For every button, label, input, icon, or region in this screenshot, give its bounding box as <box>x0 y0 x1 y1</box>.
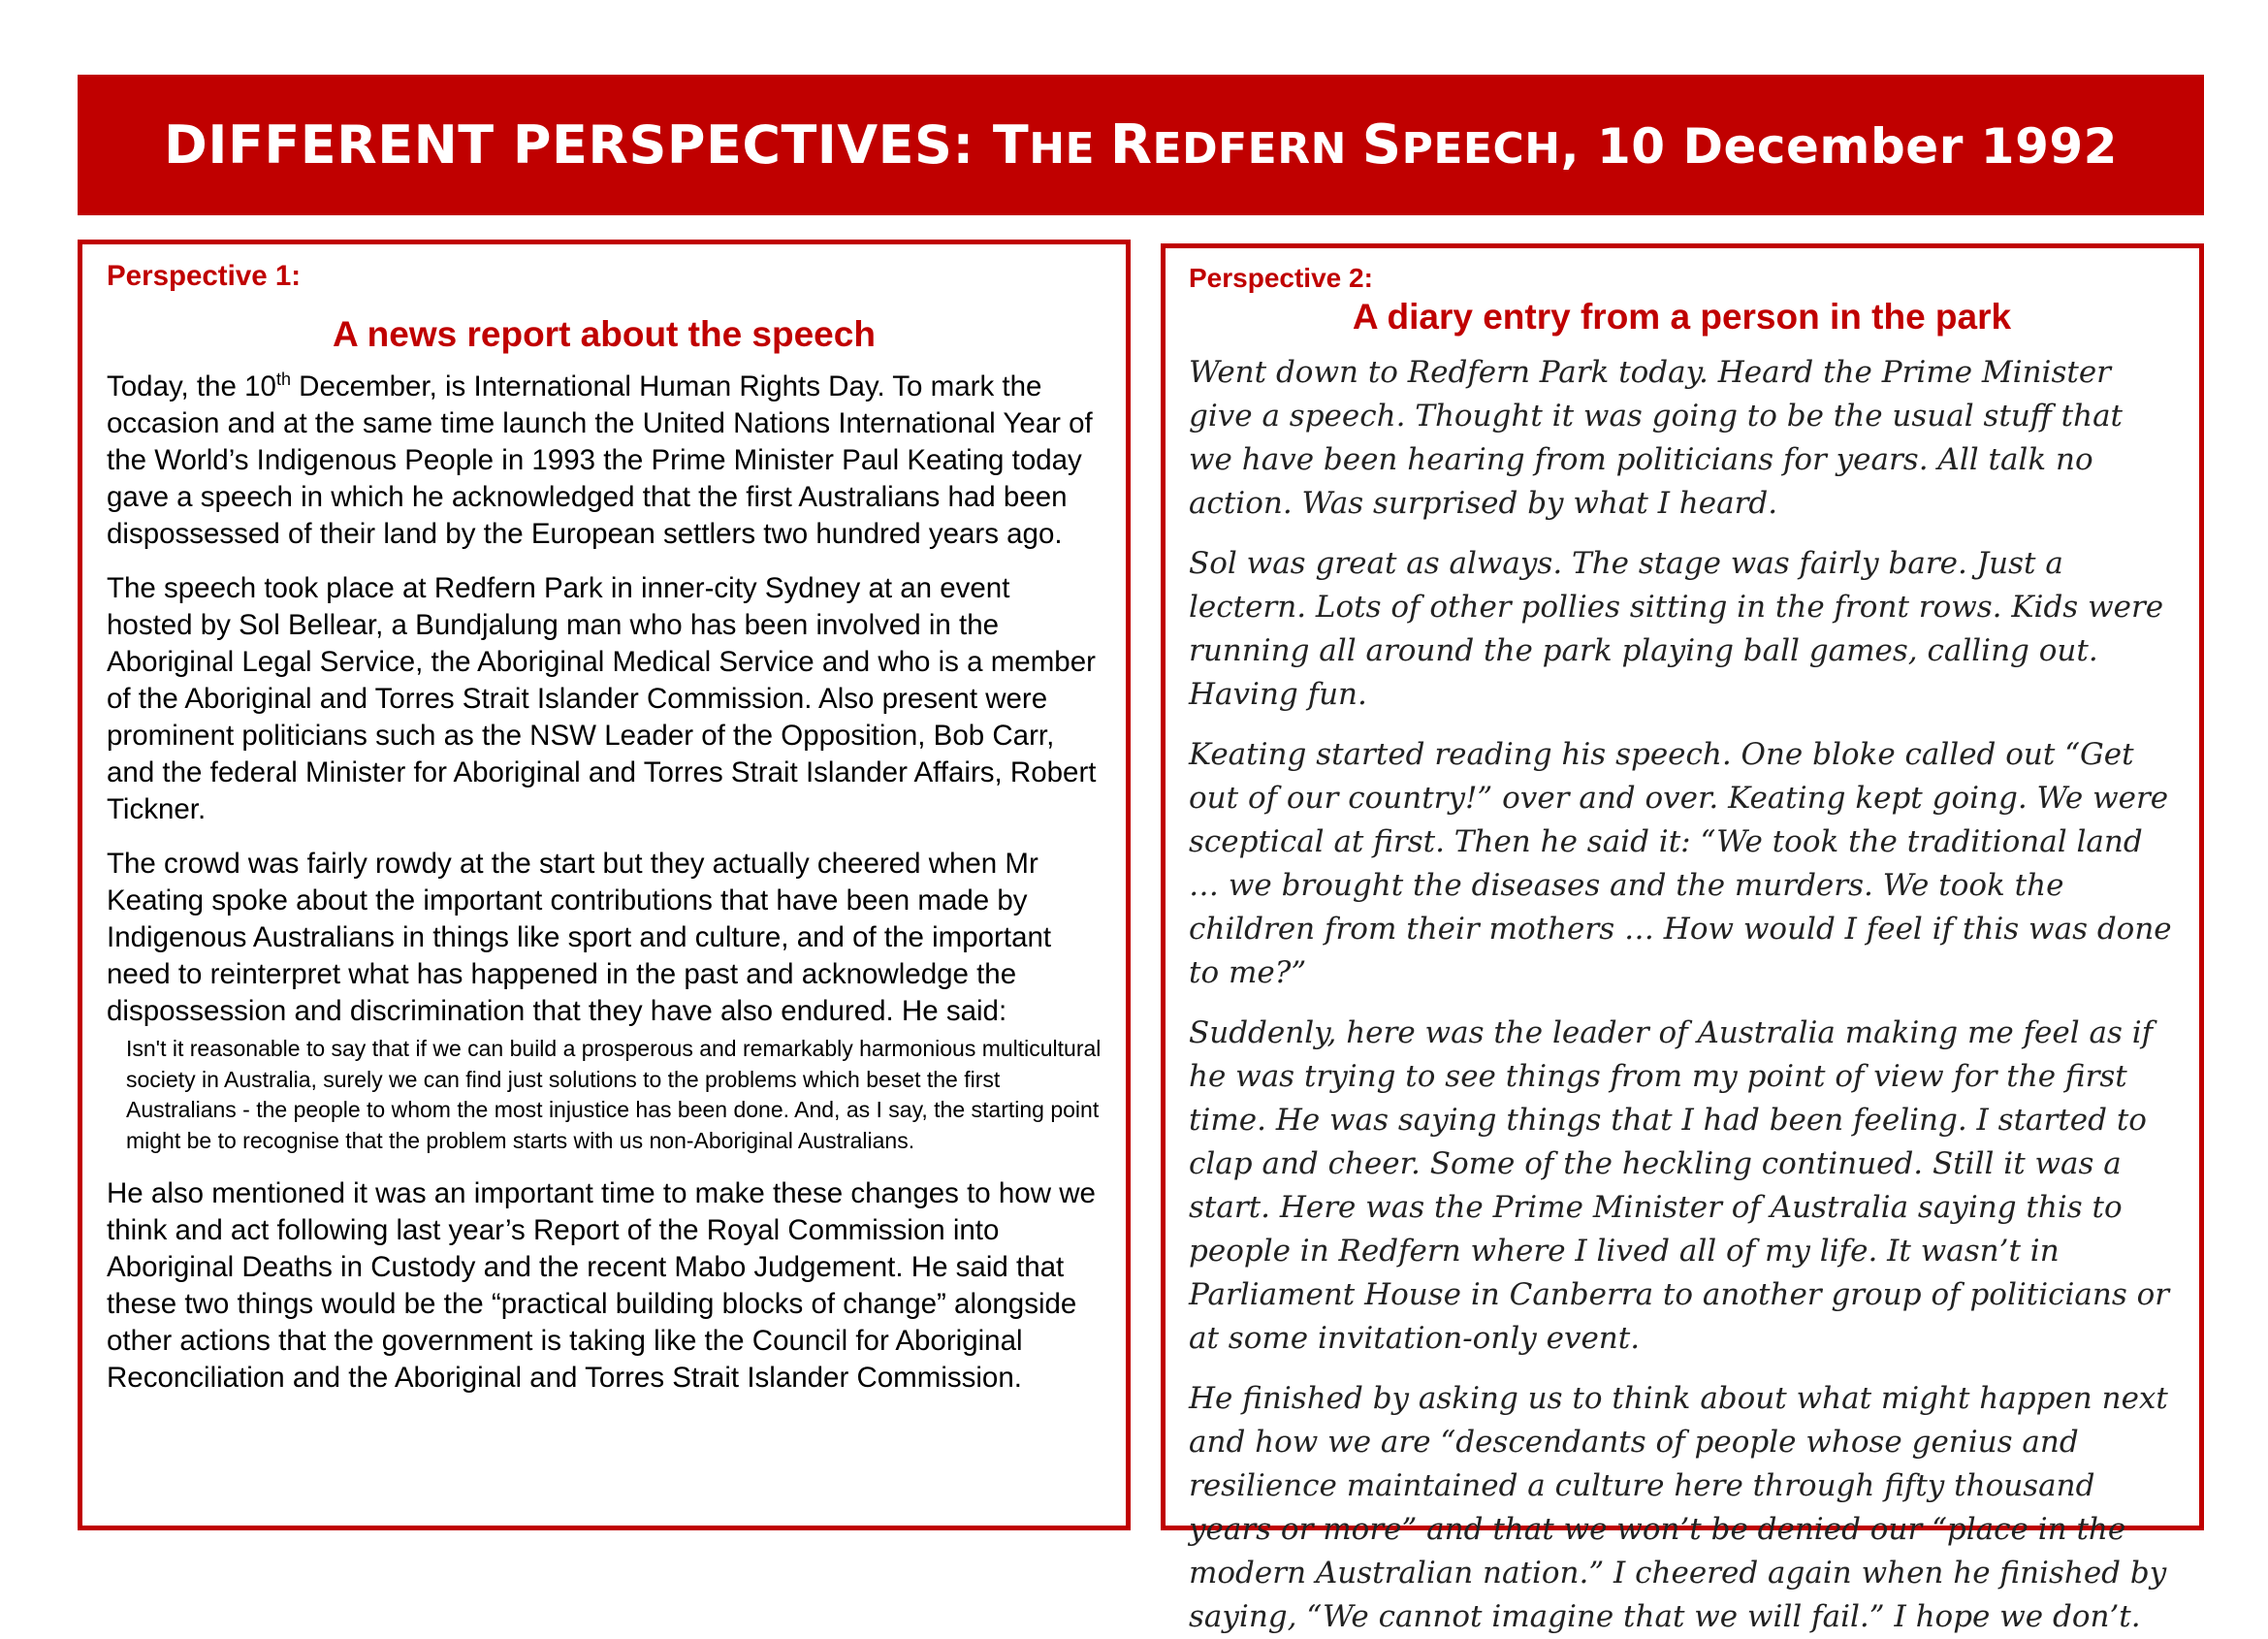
title-banner <box>78 75 2204 215</box>
diary-entry <box>1189 351 2175 1639</box>
perspective-2-panel <box>1161 243 2204 1634</box>
perspective-1-label: Perspective 1: <box>107 260 302 292</box>
perspective-2-label: Perspective 2: <box>1189 263 1373 293</box>
diary-paragraph-5: He finished by asking us to think about what might happen next and how we are “descendants of people whose genius and resilience maintained a culture here through fifty thousand years or more” and that we won’t be denied our “place in the modern Australian nation.” I cheered again when he finished by saying, “We cannot imagine that we will fail.” I hope we don’t. <box>1189 1381 2168 1634</box>
page-title: DIFFERENT PERSPECTIVES: THE REDFERN SPEECH, 10 December 1992 <box>164 113 2118 177</box>
news-paragraph-1: Today, the 10th December, is International Human Rights Day. To mark the occasion and at the same time launch the United Nations International Year of the World’s Indigenous People in 1993 the Prime Minister Paul Keating today gave a speech in which he acknowledged that the first Australians had been dispossessed of their land by the European settlers two hundred years ago. <box>107 370 1093 550</box>
perspective-2-title: A diary entry from a person in the park <box>1352 297 2012 337</box>
news-paragraph-3: The crowd was fairly rowdy at the start but they actually cheered when Mr Keating spoke about the important contributions that have been made by Indigenous Australians in things like sport and culture, and of the important need to reinterpret what has happened in the past and acknowledge the dispossession and discrimination that they have also endured. He said: <box>107 848 1052 1027</box>
diary-paragraph-4: Suddenly, here was the leader of Australia making me feel as if he was trying to see things from my point of view for the first time. He was saying things that I had been feeling. I started to clap and cheer. Some of the heckling continued. Still it was a start. Here was the Prime Minister of Australia saying this to people in Redfern where I lived all of my life. It wasn’t in Parliament House in Canberra to another group of politicians or at some invitation-only event. <box>1189 1015 2170 1356</box>
perspective-1-title: A news report about the speech <box>333 314 876 354</box>
news-paragraph-2: The speech took place at Redfern Park in inner-city Sydney at an event hosted by Sol Bellear, a Bundjalung man who has been involved in the Aboriginal Legal Service, the Aboriginal Medical Service and who is a member of the Aboriginal and Torres Strait Islander Commission. Also present were prominent politicians such as the NSW Leader of the Opposition, Bob Carr, and the federal Minister for Aboriginal and Torres Strait Islander Affairs, Robert Tickner. <box>107 572 1097 825</box>
speech-quote: Isn't it reasonable to say that if we can build a prosperous and remarkably harmonious multicultural society in Australia, surely we can find just solutions to the problems which beset the first Australians - the people to whom the most injustice has been done. And, as I say, the starting point might be to recognise that the problem starts with us non-Aboriginal Australians. <box>126 1036 1102 1153</box>
perspective-1-panel <box>78 240 1131 1530</box>
diary-paragraph-3: Keating started reading his speech. One bloke called out “Get out of our country!” over and over. Keating kept going. We were sceptical at first. Then he said it: “We took the traditional land … we brought the diseases and the murders. We took the children from their mothers … How would I feel if this was done to me?” <box>1189 737 2172 990</box>
diary-paragraph-2: Sol was great as always. The stage was fairly bare. Just a lectern. Lots of other pollies sitting in the front rows. Kids were running all around the park playing ball games, calling out. Having fun. <box>1189 546 2164 712</box>
diary-paragraph-1: Went down to Redfern Park today. Heard the Prime Minister give a speech. Thought it was going to be the usual stuff that we have been hearing from politicians for years. All talk no action. Was surprised by what I heard. <box>1189 355 2124 521</box>
news-paragraph-4: He also mentioned it was an important time to make these changes to how we think and act following last year’s Report of the Royal Commission into Aboriginal Deaths in Custody and the recent Mabo Judgement. He said that these two things would be the “practical building blocks of change” alongside other actions that the government is taking like the Council for Aboriginal Reconciliation and the Aboriginal and Torres Strait Islander Commission. <box>107 1177 1096 1394</box>
